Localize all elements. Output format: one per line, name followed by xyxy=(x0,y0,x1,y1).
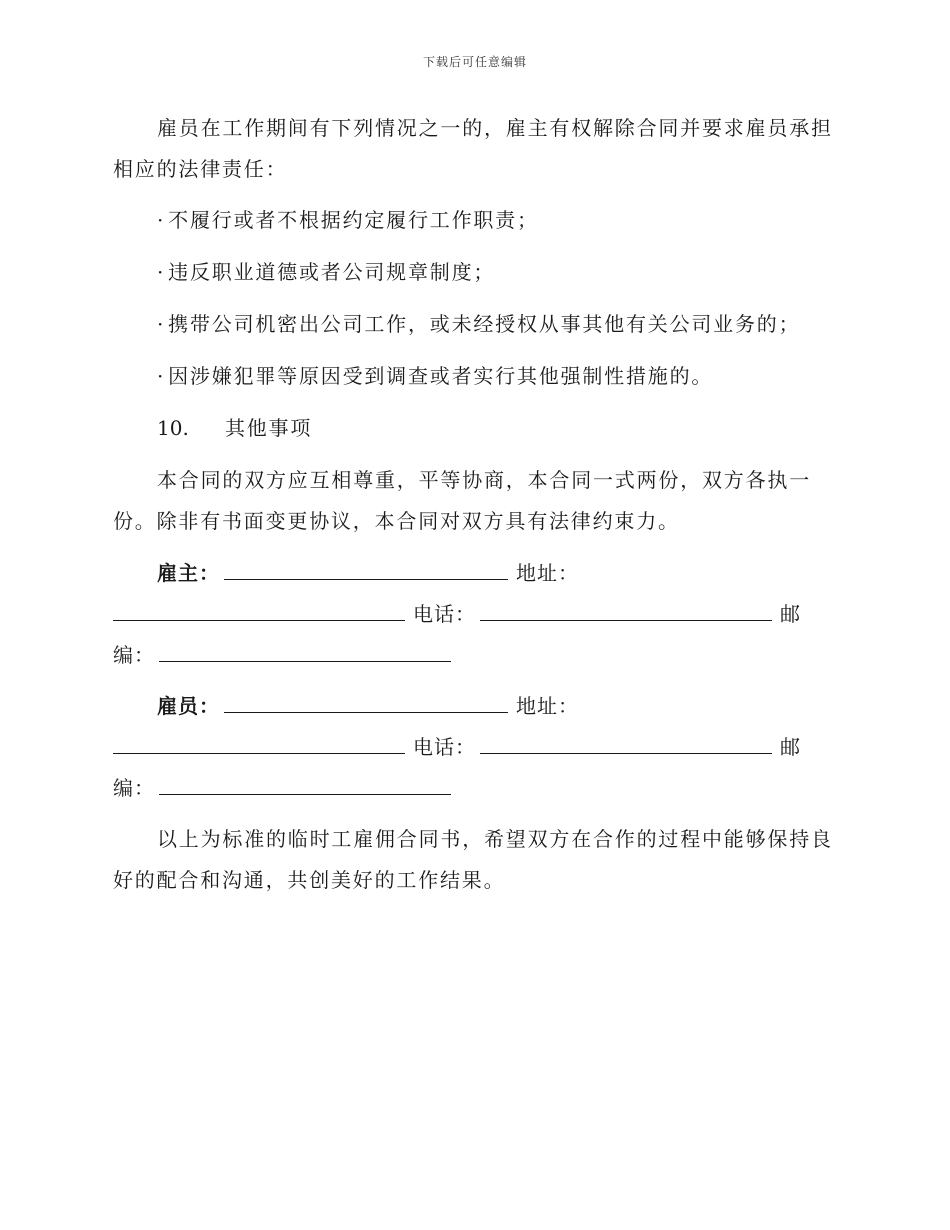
employer-address-blank[interactable] xyxy=(113,600,405,621)
postcode-label-part1: 邮 xyxy=(780,602,801,626)
section-heading xyxy=(113,408,833,449)
bullet-marker: · xyxy=(157,208,166,232)
section-number: 10. xyxy=(157,416,189,440)
intro-paragraph: 雇员在工作期间有下列情况之一的，雇主有权解除合同并要求雇员承担相应的法律责任： xyxy=(113,116,833,181)
employer-postcode-blank[interactable] xyxy=(159,641,451,662)
bullet-item xyxy=(113,200,833,241)
bullet-item xyxy=(113,356,833,397)
bullet-marker: · xyxy=(157,312,166,336)
employee-signature-block xyxy=(113,686,833,809)
bullet-text: 违反职业道德或者公司规章制度； xyxy=(168,260,496,284)
bullet-marker: · xyxy=(157,260,166,284)
employee-address-blank[interactable] xyxy=(113,733,405,754)
phone-label: 电话： xyxy=(413,735,476,759)
employee-phone-blank[interactable] xyxy=(480,733,772,754)
phone-label: 电话： xyxy=(413,602,476,626)
bullet-item xyxy=(113,304,833,345)
bullet-text: 不履行或者不根据约定履行工作职责； xyxy=(168,208,539,232)
bullet-text: 携带公司机密出公司工作，或未经授权从事其他有关公司业务的； xyxy=(168,312,801,336)
address-label: 地址： xyxy=(516,561,579,585)
employer-name-blank[interactable] xyxy=(224,559,508,580)
employer-label: 雇主： xyxy=(157,561,220,585)
page-header: 下载后可任意编辑 xyxy=(422,55,527,69)
bullet-item xyxy=(113,252,833,293)
employee-postcode-blank[interactable] xyxy=(159,774,451,795)
employee-name-blank[interactable] xyxy=(224,692,508,713)
employee-label: 雇员： xyxy=(157,694,220,718)
employer-phone-blank[interactable] xyxy=(480,600,772,621)
employer-signature-block xyxy=(113,553,833,676)
bullet-text: 因涉嫌犯罪等原因受到调查或者实行其他强制性措施的。 xyxy=(168,364,714,388)
postcode-label-part1: 邮 xyxy=(780,735,801,759)
bullet-marker: · xyxy=(157,364,166,388)
other-matters-paragraph: 本合同的双方应互相尊重，平等协商，本合同一式两份，双方各执一份。除非有书面变更协议，本合同对双方具有法律约束力。 xyxy=(113,468,811,533)
document-body xyxy=(113,108,833,901)
address-label: 地址： xyxy=(516,694,579,718)
closing-paragraph: 以上为标准的临时工雇佣合同书，希望双方在合作的过程中能够保持良好的配合和沟通，共创美好的工作结果。 xyxy=(113,827,833,892)
postcode-label-part2: 编： xyxy=(113,643,155,667)
section-title: 其他事项 xyxy=(225,416,313,440)
postcode-label-part2: 编： xyxy=(113,776,155,800)
